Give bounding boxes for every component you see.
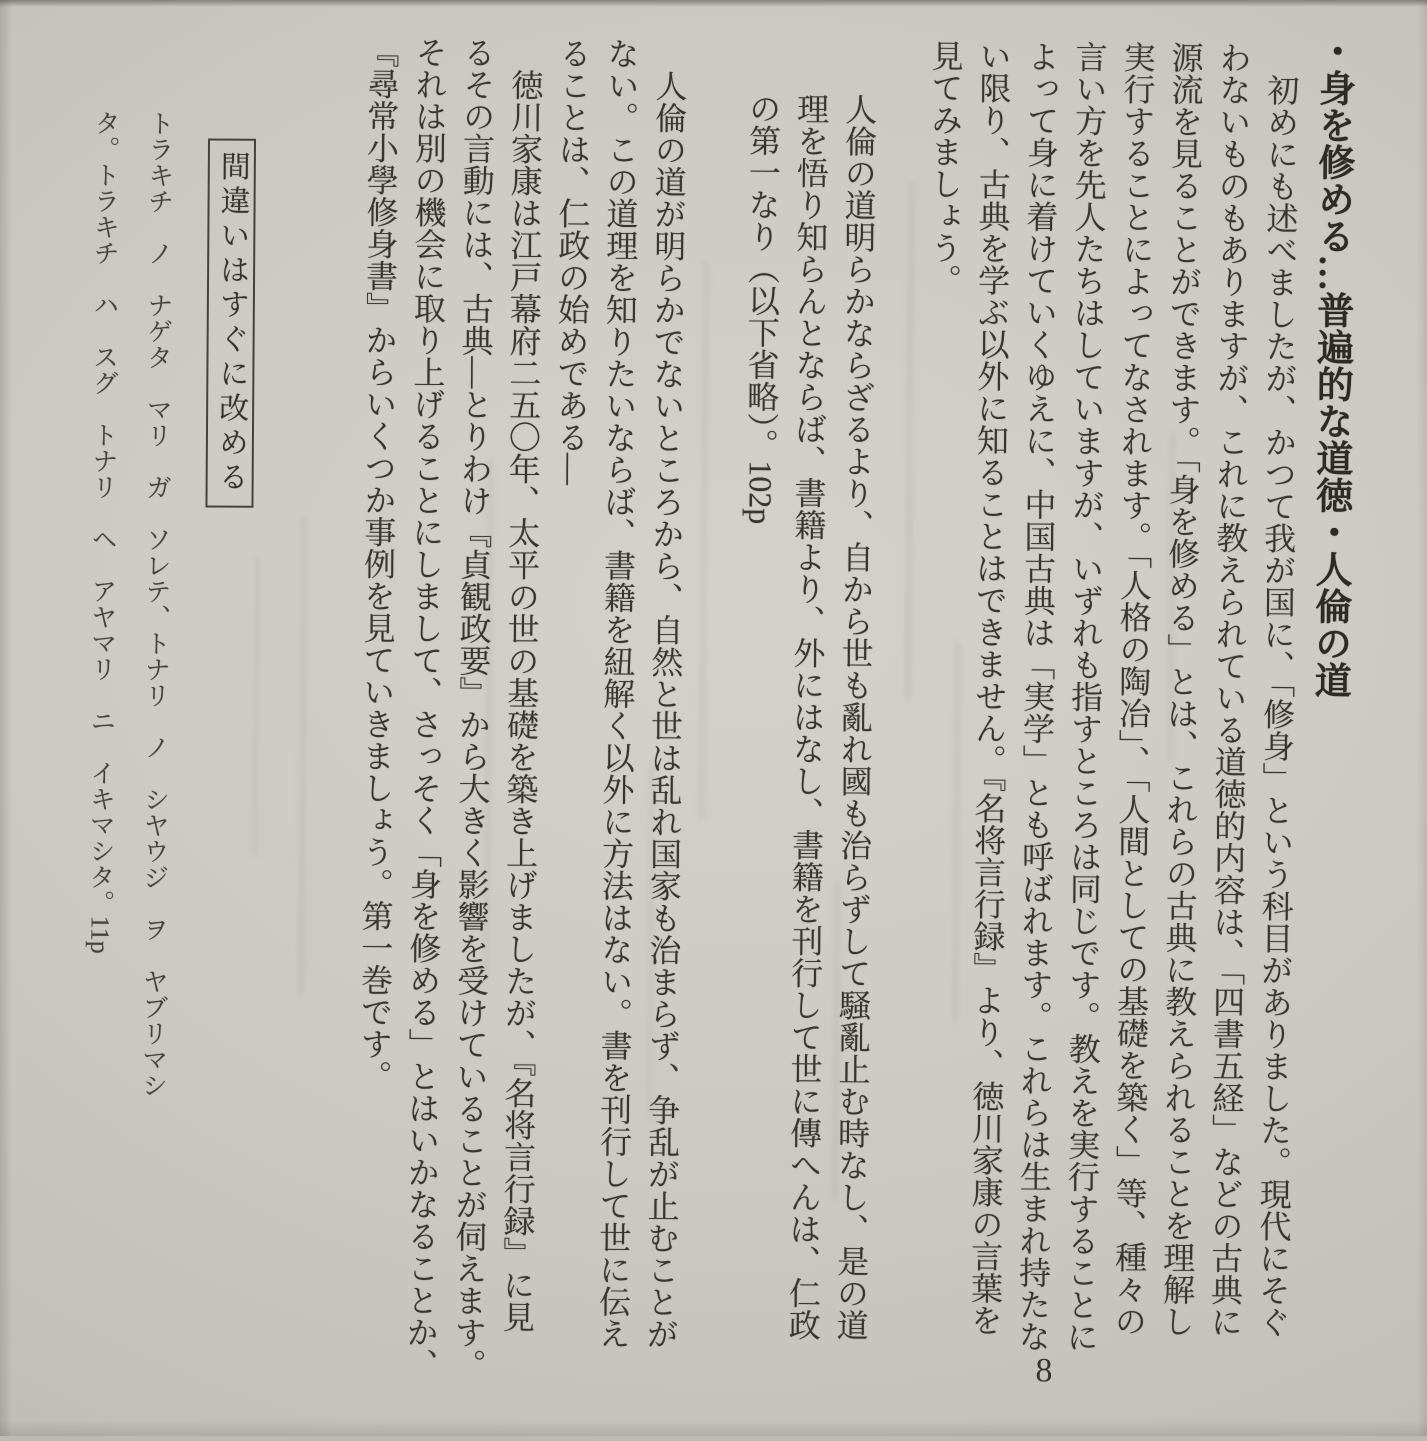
lesson-excerpt: [71, 110, 186, 1171]
text-column: 『尋常小學修身書』からいくつか事例を見ていきましょう。第一巻です。: [356, 35, 400, 1092]
text-column: トラキチ ノ ナゲタ マリ ガ ソレテ、トナリ ノ シヤウジ ヲ ヤブリマシ: [138, 110, 175, 1099]
boxed-lesson-title: 間違いはすぐに改める: [205, 138, 256, 507]
text-column: 源流を見ることができます。「身を修める」とは、これらの古典に教えられることを理解し: [1158, 41, 1204, 1338]
text-column: タ。トラキチ ハ スグ トナリ ヘ アヤマリ ニ イキマシタ。11p: [85, 109, 121, 954]
text-column: の第一なり（以下省略）。102p: [742, 92, 782, 525]
text-column: ない。この道理を知りたいならば、書籍を紐解く以外に方法はない。書を刊行して世に伝え: [594, 37, 640, 1350]
text-column: 実行することによってなされます。「人格の陶冶」、「人間としての基礎を築く」等、種々の: [1110, 40, 1156, 1338]
main-text-block: [348, 26, 1359, 1389]
paragraph-2: [540, 27, 693, 1384]
text-column: 人倫の道明らかならざるより、自から世も亂れ國も治らずして騒亂止む時なし、是の道: [832, 92, 878, 1342]
text-column: 人倫の道が明らかでないところから、自然と世は乱れ国家も治まらず、争乱が止むことが: [642, 37, 688, 1350]
section-heading: ・身を修める…普遍的な道徳・人倫の道: [1308, 32, 1354, 699]
page-number: 8: [1035, 1352, 1053, 1390]
text-column: るその言動には、古典―とりわけ『貞観政要』から大きく影響を受けていることが伺えます。: [450, 36, 496, 1381]
tokugawa-quote: [730, 28, 883, 1385]
text-column: よって身に着けていくゆえに、中国古典は「実学」とも呼ばれます。これらは生まれ持たな: [1014, 40, 1060, 1353]
text-column: 徳川家康は江戸幕府二五〇年、太平の世の基礎を築き上げましたが、『名将言行録』に見: [498, 36, 544, 1333]
paragraph-3: [348, 26, 549, 1383]
text-column: 見てみましょう。: [925, 39, 964, 296]
text-column: 言い方を先人たちはしていますが、いずれも指すところは同じです。教えを実行することに: [1062, 40, 1108, 1353]
text-column: それは別の機会に取り上げることにしまして、さっそく「身を修める」とはいかなることか、: [402, 35, 448, 1381]
text-column: ることは、仁政の始めである―: [552, 36, 592, 486]
text-column: い限り、古典を学ぶ以外に知ることはできません。『名将言行録』より、徳川家康の言葉を: [966, 39, 1012, 1337]
text-column: 理を悟り知らんとならば、書籍より、外にはなし、書籍を刊行して世に傳へんは、仁政: [784, 92, 830, 1341]
bleed-through-mark: [298, 517, 307, 997]
text-column: 初めにも述べましたが、かつて我が国に、「修身」という科目がありました。現代にそぐ: [1254, 41, 1300, 1339]
paragraph-1: [912, 29, 1305, 1388]
bleed-through-mark: [253, 557, 259, 857]
text-column: わないものもありますが、これに教えられている道徳的内容は、「四書五経」などの古典に: [1206, 41, 1252, 1338]
